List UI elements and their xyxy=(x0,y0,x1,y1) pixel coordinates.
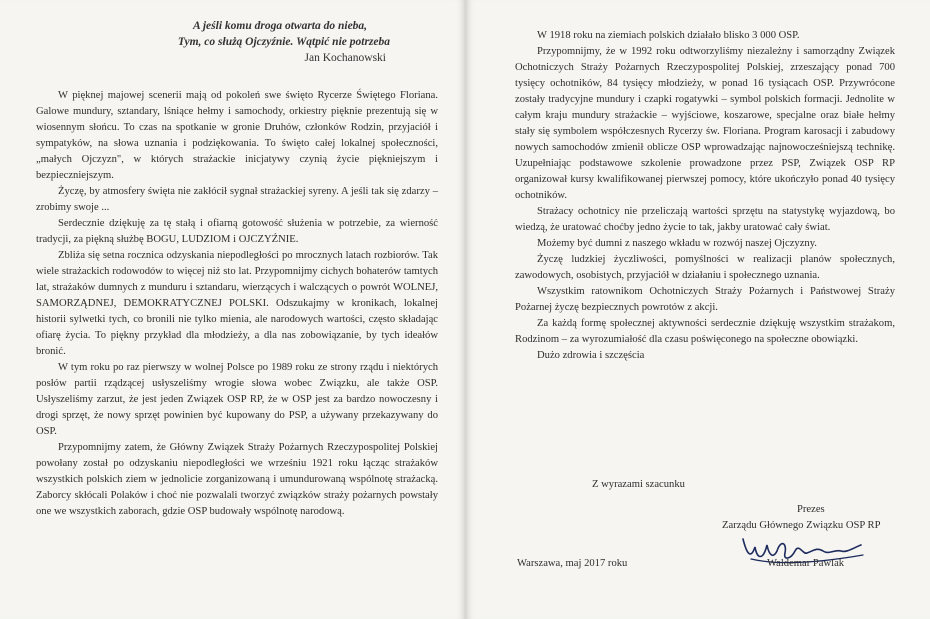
paragraph: W 1918 roku na ziemiach polskich działało blisko 3 000 OSP. xyxy=(537,30,800,41)
paragraph: Strażacy ochotnicy nie przeliczają wartości sprzętu na statystykę wyjazdową, bo wiedzą, że uratować choćby jedno życie to tak, jakby uratować cały świat. xyxy=(515,206,895,233)
paragraph: Serdecznie dziękuję za tę stałą i ofiarną gotowość służenia w potrzebie, za wierność tradycji, za piękną służbę BOGU, LUDZIOM i OJCZYŹNIE. xyxy=(36,218,438,245)
motto-line-2: Tym, co służą Ojczyźnie. Wątpić nie potrzeba xyxy=(177,36,390,48)
paragraph: W pięknej majowej scenerii mają od pokoleń swe święto Rycerze Świętego Floriana. Galowe mundury, sztandary, lśniące hełmy i samochody, orkiestry pięknie prezentują się w wiosennym słońcu. To czas na spotkanie w gronie Druhów, członków Rodzin, przyjaciół i sympatyków, na słowa uznania i podziękowania. To święto całej lokalnej społeczności, „małych Ojczyzn", w których strażackie inicjatywy czynią życie piękniejszym i bezpieczniejszym. xyxy=(36,90,438,181)
right-column-text xyxy=(515,28,895,364)
paragraph: W tym roku po raz pierwszy w wolnej Polsce po 1989 roku ze strony rządu i niektórych posłów partii rządzącej usłyszeliśmy wrogie słowa wobec Związku, ale także OSP. Usłyszeliśmy zarzut, że jest jeden Związek OSP RP, że w OSP jest za bardzo nowoczesny i drogi sprzęt, że nowy sprzęt powinien być kupowany do PSP, a używany przekazywany do OSP. xyxy=(36,362,438,437)
motto-author: Jan Kochanowski xyxy=(304,52,386,64)
motto-line-1: A jeśli komu droga otwarta do nieba, xyxy=(192,20,368,32)
right-page xyxy=(467,0,930,619)
paragraph: Dużo zdrowia i szczęścia xyxy=(537,350,645,361)
paragraph: Przypomnijmy, że w 1992 roku odtworzyliśmy niezależny i samorządny Związek Ochotniczych Straży Pożarnych Rzeczypospolitej Polskiej, zrzeszający ponad 700 tysięcy ochotników, 84 tysięcy młodzieży, w ponad 16 tysiącach OSP. Przywrócone zostały tradycyjne mundury i czapki rogatywki – symbol polskich formacji. Jednolite w całym kraju mundury strażackie – wyjściowe, koszarowe, specjalne oraz białe hełmy stały się symbolem współczesnych Rycerzy św. Floriana. Program karosacji i zabudowy nowych samochodów zmienił oblicze OSP wprowadzając najnowocześniejszą technikę. Uzupełniając podstawowe szkolenie prowadzone przez PSP, Związek OSP RP organizował kursy kwalifikowanej pierwszej pomocy, które ukończyło ponad 40 tysięcy ochotników. xyxy=(515,46,895,201)
left-page xyxy=(0,0,464,619)
closing-formula: Z wyrazami szacunku xyxy=(592,479,685,490)
paragraph: Wszystkim ratownikom Ochotniczych Straży Pożarnych i Państwowej Straży Pożarnej życzę bezpiecznych powrotów z akcji. xyxy=(515,286,895,313)
paragraph: Przypomnijmy zatem, że Główny Związek Straży Pożarnych Rzeczypospolitej Polskiej powołany został po odzyskaniu niepodległości we wrześniu 1921 roku łącząc strażaków wszystkich polskich ziem w jednolicie zorganizowaną i umundurowaną wspólnotę strażacką. Zaborcy skłócali Polaków i choć nie pozwalali tworzyć związków straży pożarnych powstały one we wszystkich zaborach, gdzie OSP budowały wspólnotę narodową. xyxy=(36,442,438,517)
place-and-date: Warszawa, maj 2017 roku xyxy=(517,558,628,569)
signatory-title: Prezes xyxy=(797,504,825,515)
paragraph: Życzę, by atmosfery święta nie zakłócił sygnał strażackiej syreny. A jeśli tak się zdarzy – zrobimy swoje ... xyxy=(36,186,438,213)
motto xyxy=(130,18,430,66)
paragraph: Możemy być dumni z naszego wkładu w rozwój naszej Ojczyzny. xyxy=(537,238,817,249)
paragraph: Zbliża się setna rocznica odzyskania niepodległości po mrocznych latach rozbiorów. Tak wiele strażackich rodowodów to więcej niż sto lat. Przypomnijmy cichych bohaterów tamtych lat, strażaków dumnych z munduru i sztandaru, wierzących i walczących o powrót WOLNEJ, SAMORZĄDNEJ, DEMOKRATYCZNEJ POLSKI. Odszukajmy w kronikach, lokalnej historii sylwetki tych, co bronili nie tylko mienia, ale narodowych wartości, często składając ofiarę życia. To piękny przykład dla młodzieży, a dla nas zobowiązanie, by tych ideałów bronić. xyxy=(36,250,438,357)
paragraph: Za każdą formę społecznej aktywności serdecznie dziękuję wszystkim strażakom, Rodzinom – za wyrozumiałość dla czasu poświęconego na społeczne obowiązki. xyxy=(515,318,895,345)
signatory-organization: Zarządu Głównego Związku OSP RP xyxy=(722,520,881,531)
signatory-name: Waldemar Pawlak xyxy=(767,558,845,569)
left-column-text xyxy=(36,88,438,520)
paragraph: Życzę ludzkiej życzliwości, pomyślności w realizacji planów społecznych, zawodowych, osobistych, przyjaciół w działaniu i społecznego uznania. xyxy=(515,254,895,281)
